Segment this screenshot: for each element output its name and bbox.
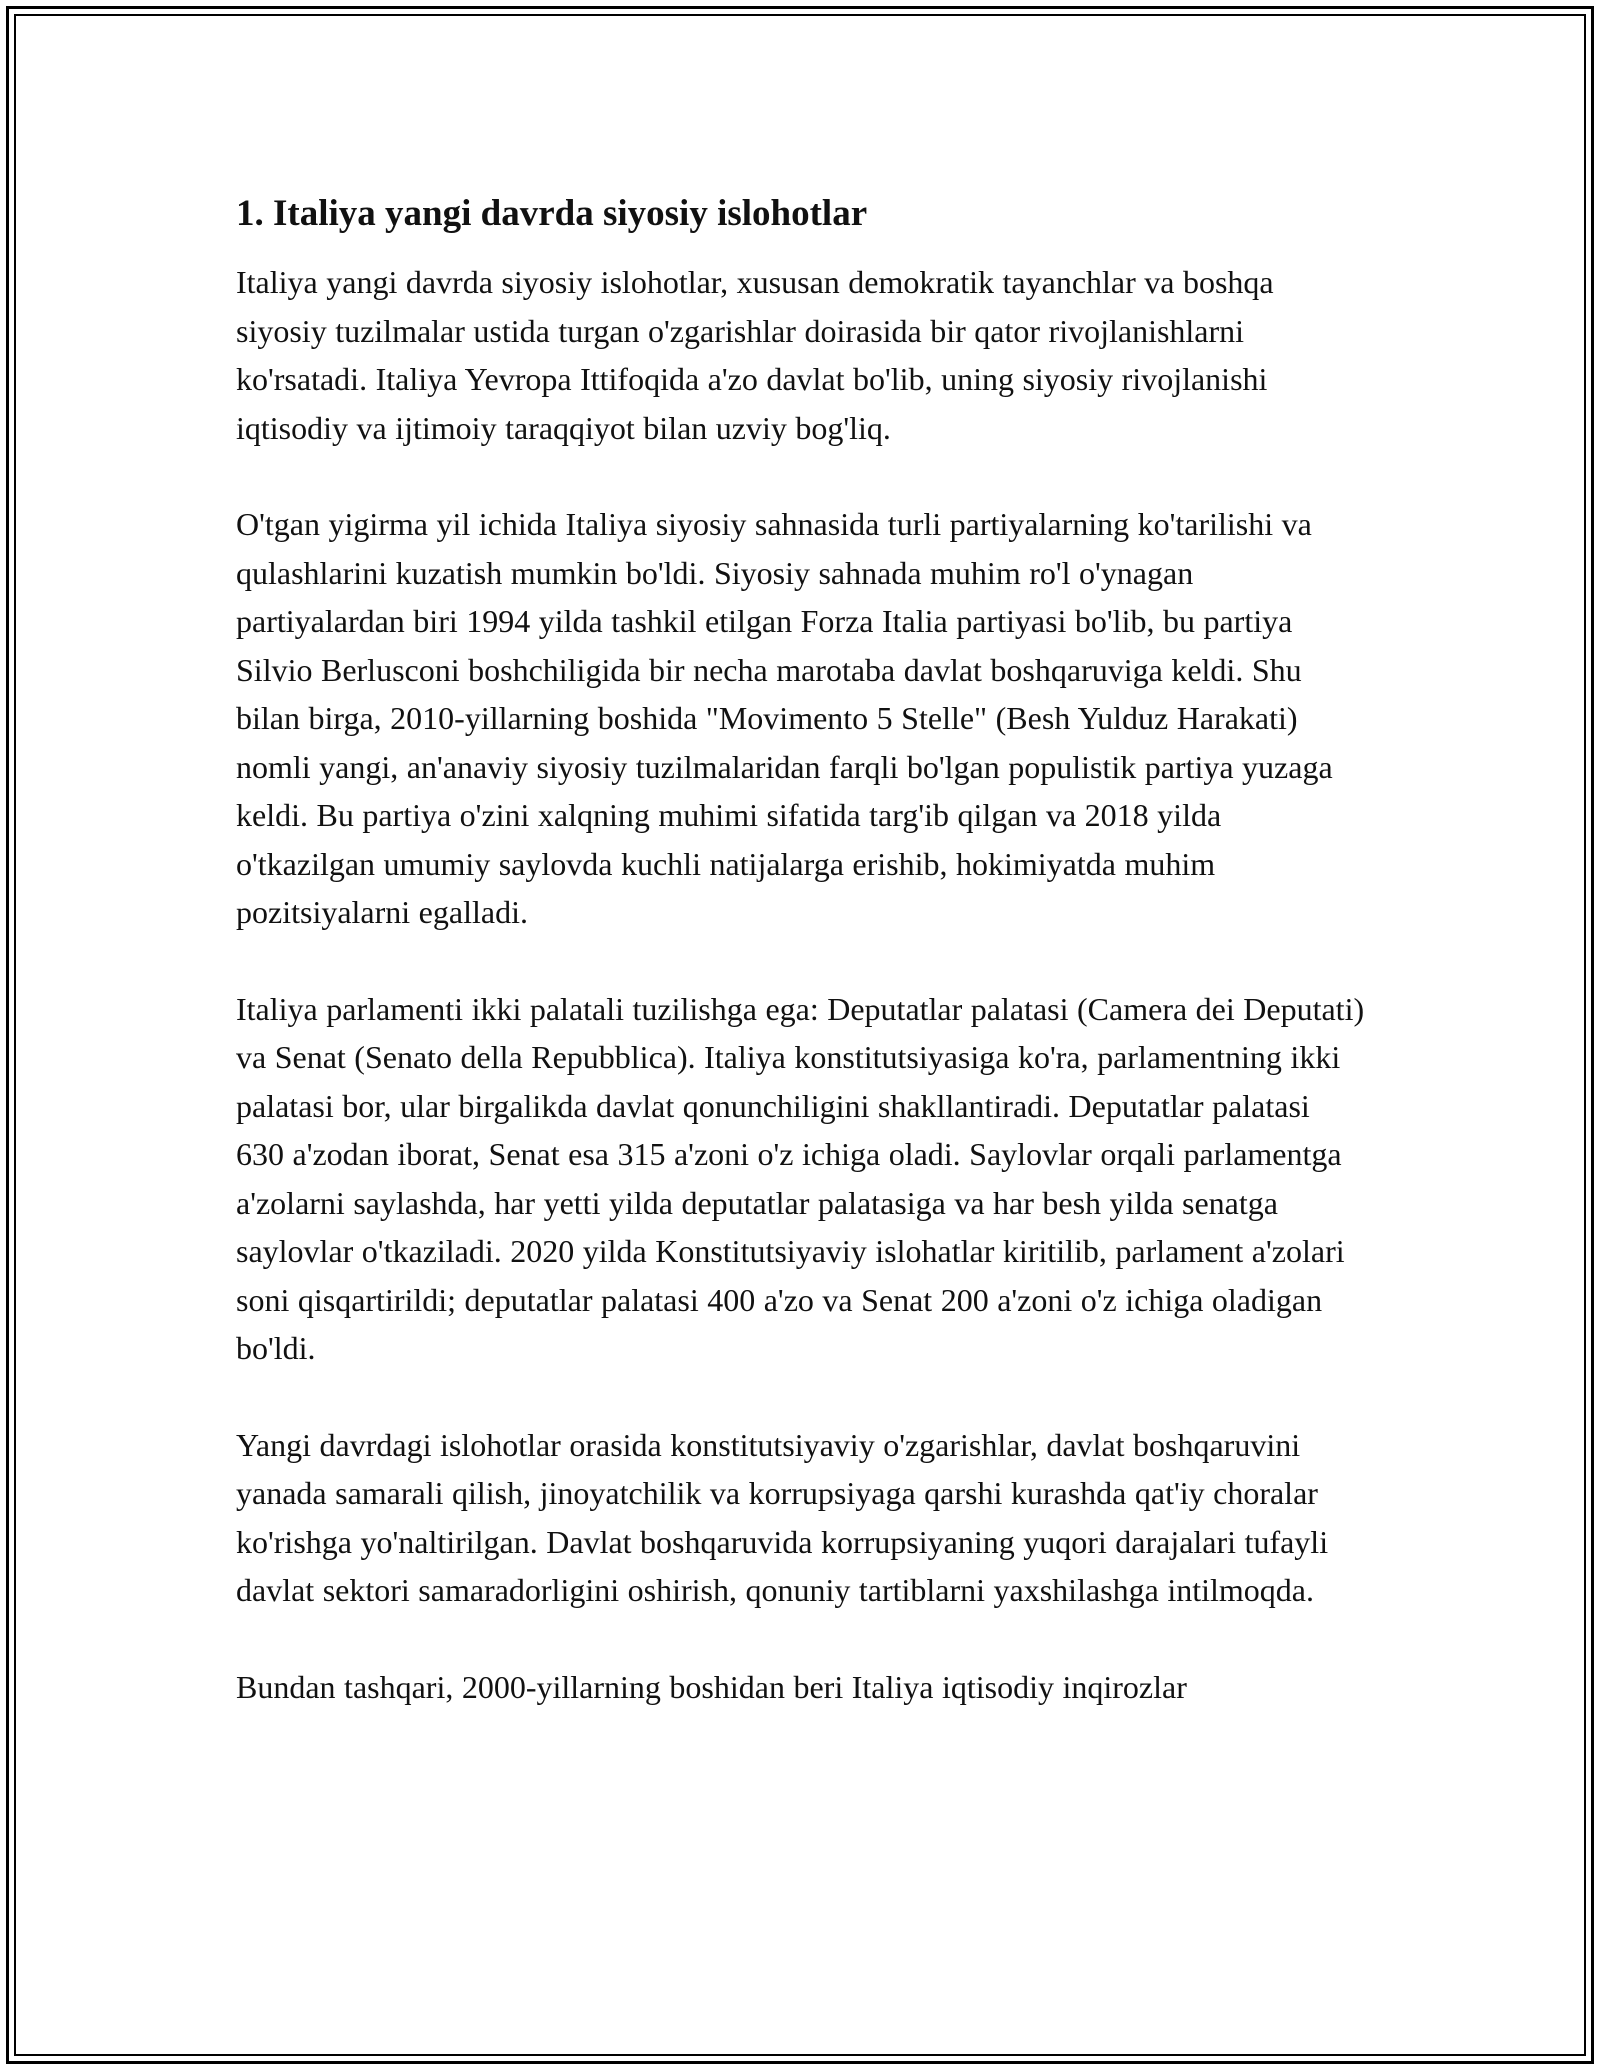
section-heading: 1. Italiya yangi davrda siyosiy islohotlar [236, 193, 868, 234]
paragraph-economy: Bundan tashqari, 2000-yillarning boshidan beri Italiya iqtisodiy inqirozlar [236, 1668, 1187, 1705]
document-body [236, 186, 1366, 1759]
paragraph-reforms: Yangi davrdagi islohotlar orasida konstitutsiyaviy o'zgarishlar, davlat boshqaruvini yanada samarali qilish, jinoyatchilik va korrupsiyaga qarshi kurashda qat'iy choralar ko'rishga yo'naltirilgan. Davlat boshqaruvida korrupsiyaning yuqori darajalari tufayli davlat sektori samaradorligini oshirish, qonuniy tartiblarni yaxshilashga intilmoqda. [236, 1426, 1329, 1608]
paragraph-intro: Italiya yangi davrda siyosiy islohotlar, xususan demokratik tayanchlar va boshqa siyosiy tuzilmalar ustida turgan o'zgarishlar doirasida bir qator rivojlanishlarni ko'rsatadi. Italiya Yevropa Ittifoqida a'zo davlat bo'lib, uning siyosiy rivojlanishi iqtisodiy va ijtimoiy taraqqiyot bilan uzviy bog'liq. [236, 264, 1274, 446]
paragraph-parties: O'tgan yigirma yil ichida Italiya siyosiy sahnasida turli partiyalarning ko'tarilishi va qulashlarini kuzatish mumkin bo'ldi. Siyosiy sahnada muhim ro'l o'ynagan partiyalardan biri 1994 yilda tashkil etilgan Forza Italia partiyasi bo'lib, bu partiya Silvio Berlusconi boshchiligida bir necha marotaba davlat boshqaruviga keldi. Shu bilan birga, 2010-yillarning boshida "Movimento 5 Stelle" (Besh Yulduz Harakati) nomli yangi, an'anaviy siyosiy tuzilmalaridan farqli bo'lgan populistik partiya yuzaga keldi. Bu partiya o'zini xalqning muhimi sifatida targ'ib qilgan va 2018 yilda o'tkazilgan umumiy saylovda kuchli natijalarga erishib, hokimiyatda muhim pozitsiyalarni egalladi. [236, 506, 1333, 930]
paragraph-parliament: Italiya parlamenti ikki palatali tuzilishga ega: Deputatlar palatasi (Camera dei Deputati) va Senat (Senato della Repubblica). Italiya konstitutsiyasiga ko'ra, parlamentning ikki palatasi bor, ular birgalikda davlat qonunchiligini shakllantiradi. Deputatlar palatasi 630 a'zodan iborat, Senat esa 315 a'zoni o'z ichiga oladi. Saylovlar orqali parlamentga a'zolarni saylashda, har yetti yilda deputatlar palatasiga va har besh yilda senatga saylovlar o'tkaziladi. 2020 yilda Konstitutsiyaviy islohatlar kiritilib, parlament a'zolari soni qisqartirildi; deputatlar palatasi 400 a'zo va Senat 200 a'zoni o'z ichiga oladigan bo'ldi. [236, 990, 1365, 1366]
